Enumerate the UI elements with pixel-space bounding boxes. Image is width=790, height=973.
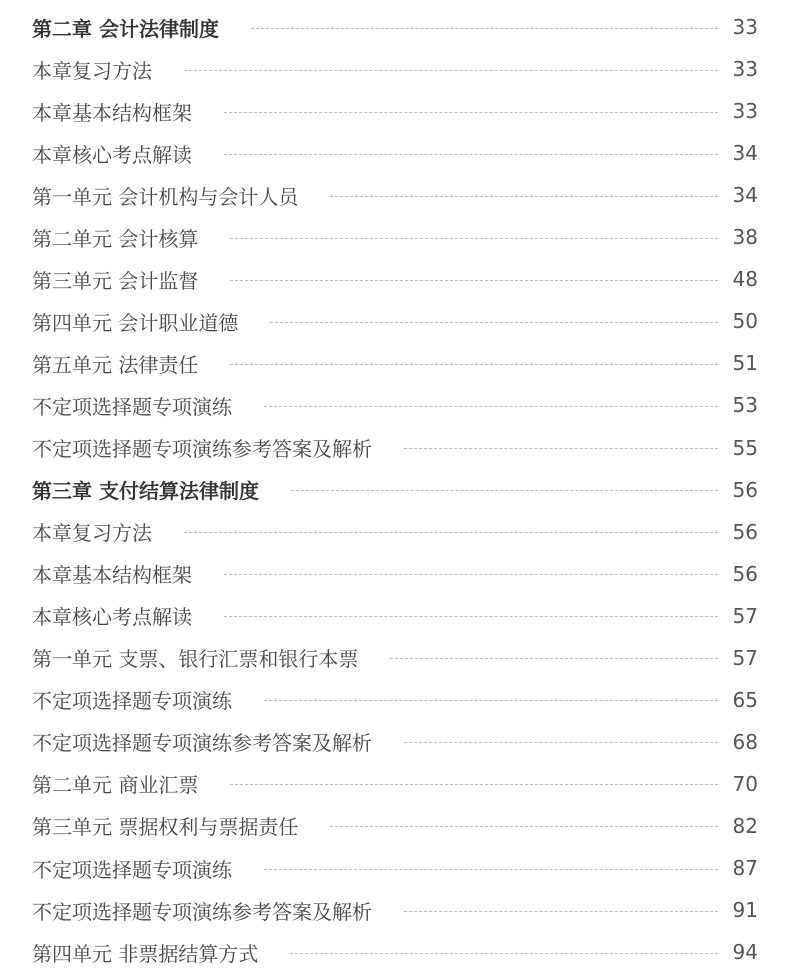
toc-entry-title: 不定项选择题专项演练 <box>32 857 232 882</box>
toc-section-entry[interactable] <box>32 679 758 721</box>
toc-page-number: 56 <box>732 477 758 502</box>
toc-entry-title: 第三单元 会计监督 <box>32 268 199 293</box>
toc-entry-title: 第二单元 会计核算 <box>32 226 199 251</box>
toc-page-number: 94 <box>732 940 758 965</box>
toc-entry-title: 第一单元 支票、银行汇票和银行本票 <box>32 647 359 672</box>
toc-entry-title: 不定项选择题专项演练参考答案及解析 <box>32 437 372 461</box>
toc-page-number: 65 <box>732 687 758 712</box>
toc-entry-title: 第三单元 票据权利与票据责任 <box>32 815 299 840</box>
toc-dot-leader <box>330 196 718 197</box>
toc-page-number: 56 <box>732 519 758 544</box>
toc-entry-title: 第一单元 会计机构与会计人员 <box>32 184 299 209</box>
toc-dot-leader <box>390 658 718 659</box>
toc-section-entry[interactable] <box>32 721 758 763</box>
toc-page-number: 33 <box>732 15 758 39</box>
toc-page-number: 55 <box>732 435 758 460</box>
toc-chapter-title: 第三章 支付结算法律制度 <box>32 479 259 504</box>
toc-section-entry[interactable] <box>32 511 758 553</box>
toc-entry-title: 第四单元 非票据结算方式 <box>32 941 259 966</box>
toc-section-entry[interactable] <box>32 90 758 132</box>
toc-dot-leader <box>404 911 718 912</box>
toc-page-number: 57 <box>732 645 758 670</box>
toc-dot-leader <box>291 490 718 491</box>
toc-page-number: 91 <box>732 898 758 923</box>
toc-dot-leader <box>224 154 718 155</box>
toc-dot-leader <box>264 700 718 701</box>
toc-chapter-title: 第二章 会计法律制度 <box>32 16 219 41</box>
toc-page-number: 33 <box>732 99 758 124</box>
toc-section-entry[interactable] <box>32 384 758 426</box>
toc-page-number: 56 <box>732 561 758 586</box>
toc-entry-title: 第四单元 会计职业道德 <box>32 310 239 335</box>
toc-dot-leader <box>251 28 718 29</box>
toc-page-number: 82 <box>732 813 758 838</box>
toc-page-number: 53 <box>732 393 758 418</box>
toc-dot-leader <box>290 953 718 954</box>
toc-entry-title: 不定项选择题专项演练参考答案及解析 <box>32 899 372 924</box>
toc-section-entry[interactable] <box>32 637 758 679</box>
toc-page-number: 34 <box>732 141 758 166</box>
toc-entry-title: 不定项选择题专项演练 <box>32 689 232 714</box>
toc-page-number: 68 <box>732 729 758 754</box>
toc-page-number: 34 <box>732 183 758 208</box>
toc-dot-leader <box>230 280 718 281</box>
toc-dot-leader <box>184 70 718 71</box>
toc-dot-leader <box>330 826 718 827</box>
toc-dot-leader <box>184 532 718 533</box>
toc-section-entry[interactable] <box>32 889 758 931</box>
toc-entry-title: 本章基本结构框架 <box>32 563 192 588</box>
toc-section-entry[interactable] <box>32 258 758 300</box>
toc-page-number: 50 <box>732 309 758 334</box>
toc-entry-title: 第五单元 法律责任 <box>32 352 199 377</box>
toc-section-entry[interactable] <box>32 132 758 174</box>
toc-dot-leader <box>224 574 718 575</box>
toc-entry-title: 本章复习方法 <box>32 58 152 83</box>
toc-page-number: 87 <box>732 856 758 880</box>
toc-page-number: 57 <box>732 603 758 628</box>
toc-entry-title: 第二单元 商业汇票 <box>32 773 199 798</box>
toc-section-entry[interactable] <box>32 216 758 258</box>
toc-entry-title: 本章复习方法 <box>32 521 152 546</box>
toc-chapter-entry[interactable] <box>32 469 758 511</box>
toc-dot-leader <box>224 112 718 113</box>
toc-entry-title: 不定项选择题专项演练参考答案及解析 <box>32 731 372 756</box>
toc-chapter-entry[interactable] <box>32 6 758 48</box>
toc-dot-leader <box>264 406 718 407</box>
toc-dot-leader <box>404 448 718 449</box>
toc-page-number: 33 <box>732 57 758 82</box>
toc-dot-leader <box>270 322 718 323</box>
toc-dot-leader <box>230 364 718 365</box>
toc-section-entry[interactable] <box>32 174 758 216</box>
toc-section-entry[interactable] <box>32 763 758 805</box>
toc-dot-leader <box>230 238 718 239</box>
toc-section-entry[interactable] <box>32 553 758 595</box>
toc-section-entry[interactable] <box>32 342 758 384</box>
toc-page-number: 51 <box>732 351 758 376</box>
toc-dot-leader <box>230 784 718 785</box>
toc-dot-leader <box>264 869 718 870</box>
toc-entry-title: 本章核心考点解读 <box>32 605 192 630</box>
toc-section-entry[interactable] <box>32 847 758 889</box>
toc-section-entry[interactable] <box>32 300 758 342</box>
toc-section-entry[interactable] <box>32 427 758 469</box>
toc-page-number: 48 <box>732 267 758 292</box>
toc-entry-title: 本章基本结构框架 <box>32 100 192 125</box>
toc-dot-leader <box>404 742 718 743</box>
toc-page-number: 38 <box>732 225 758 250</box>
toc-entry-title: 不定项选择题专项演练 <box>32 394 232 419</box>
toc-section-entry[interactable] <box>32 48 758 90</box>
toc-entry-title: 本章核心考点解读 <box>32 142 192 167</box>
toc-section-entry[interactable] <box>32 805 758 847</box>
toc-section-entry[interactable] <box>32 931 758 973</box>
toc-page-number: 70 <box>732 771 758 796</box>
toc-dot-leader <box>224 616 718 617</box>
toc-section-entry[interactable] <box>32 595 758 637</box>
